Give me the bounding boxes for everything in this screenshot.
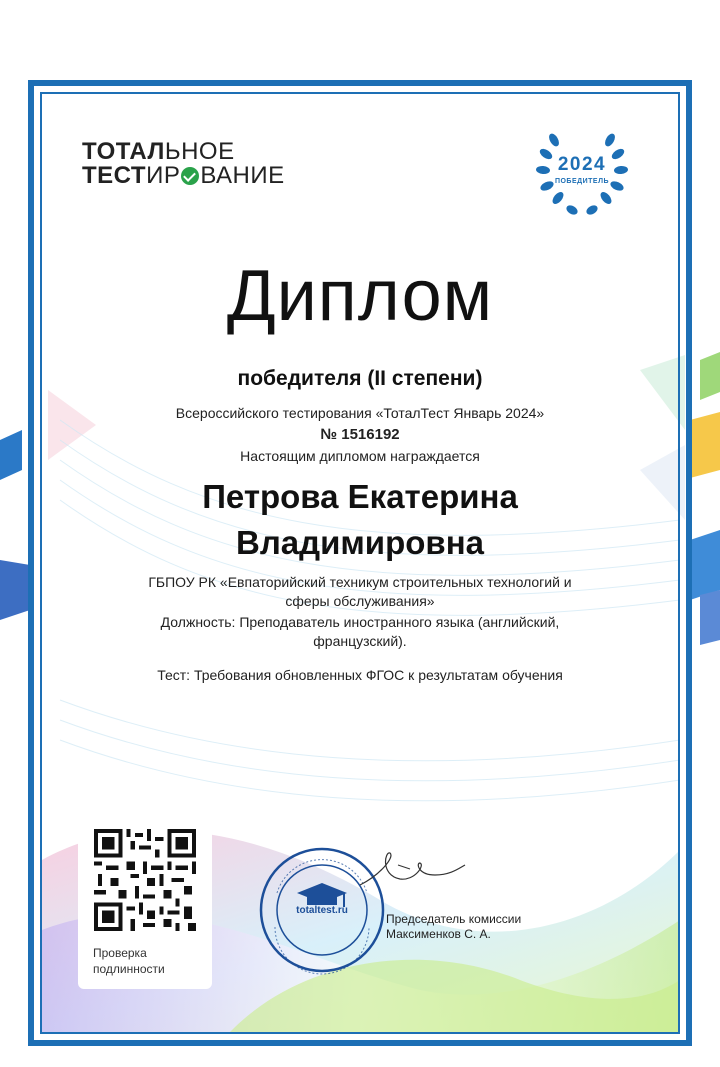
qr-code-icon[interactable] xyxy=(94,829,196,931)
qr-caption-line: Проверка xyxy=(93,946,147,960)
position-line-1: Должность: Преподаватель иностранного языка (английский, xyxy=(160,614,560,630)
signature xyxy=(340,845,470,905)
diploma-number: № 1516192 xyxy=(320,426,400,443)
test-line: Тест: Требования обновленных ФГОС к результатам обучения xyxy=(157,667,563,683)
chair-name: Максименков С. А. xyxy=(386,927,491,941)
qr-caption-line: подлинности xyxy=(93,962,165,976)
logo-line-1 xyxy=(82,140,285,164)
organization-line-2: сферы обслуживания» xyxy=(285,593,435,609)
winner-badge xyxy=(532,118,632,218)
logo-text: ТЕСТ xyxy=(82,162,147,189)
qr-caption xyxy=(93,945,203,977)
badge-year: 2024 xyxy=(557,154,607,175)
logo-text: ИР xyxy=(146,162,181,189)
logo-text: ВАНИЕ xyxy=(200,162,285,189)
stamp-site: totaltest.ru xyxy=(296,905,348,916)
diploma-title: Диплом xyxy=(226,256,494,336)
qr-card[interactable] xyxy=(78,815,212,989)
logo-line-2 xyxy=(82,164,285,188)
chair-title: Председатель комиссии xyxy=(386,912,522,926)
totaltest-logo xyxy=(82,140,285,188)
recipient-name-line-2: Владимировна xyxy=(236,524,484,561)
organization-line-1: ГБПОУ РК «Евпаторийский техникум строительных технологий и xyxy=(148,574,572,590)
chair-info xyxy=(386,912,521,942)
position-line-2: французский). xyxy=(313,633,407,649)
logo-text: ЬНОЕ xyxy=(164,138,235,165)
testing-line: Всероссийского тестирования «ТоталТест Январь 2024» xyxy=(175,405,545,421)
recipient-name-line-1: Петрова Екатерина xyxy=(202,478,518,515)
logo-text: ТОТАЛ xyxy=(82,138,165,165)
diploma-subtitle: победителя (II степени) xyxy=(237,367,483,390)
check-icon xyxy=(181,167,199,185)
awarded-line: Настоящим дипломом награждается xyxy=(240,448,480,464)
badge-label: ПОБЕДИТЕЛЬ xyxy=(554,178,610,185)
